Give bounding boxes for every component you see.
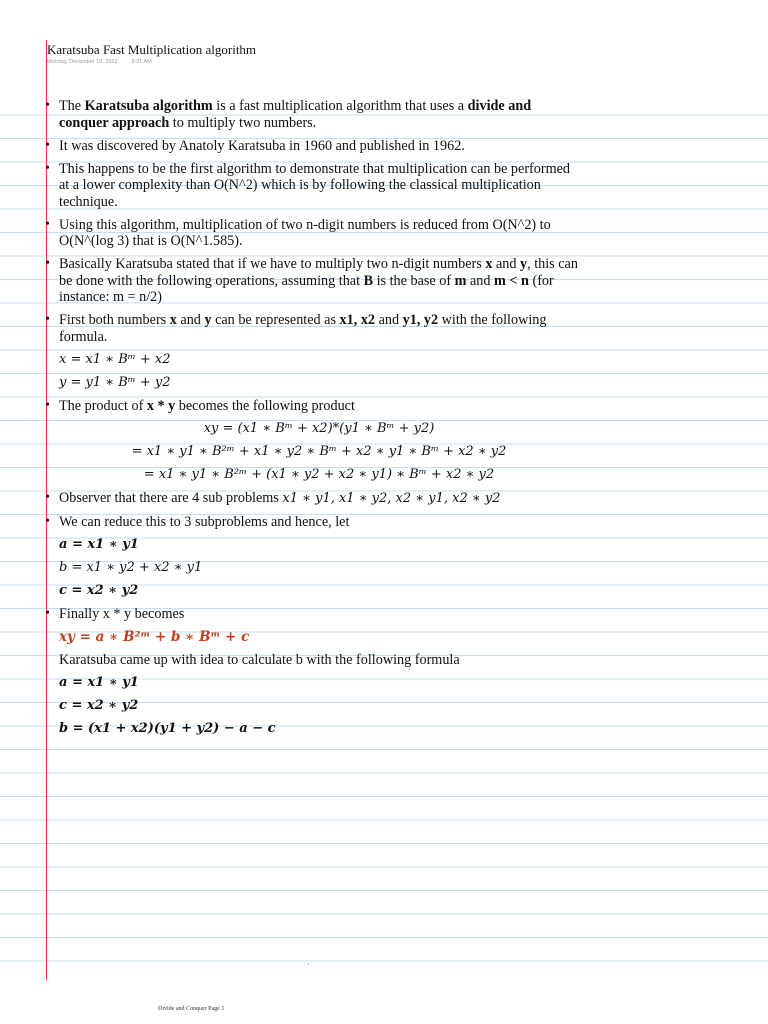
list-item: • The product of x * y becomes the following product — [59, 398, 579, 415]
stray-mark: · — [307, 960, 310, 969]
list-item: • Finally x * y becomes — [59, 606, 579, 623]
equation-c-2: c = x2 ∗ y2 — [59, 697, 139, 713]
equation-a: a = x1 ∗ y1 — [59, 536, 139, 552]
equation-final: xy = a ∗ B²ᵐ + b ∗ Bᵐ + c — [59, 628, 250, 645]
equation-xy-3: = x1 ∗ y1 ∗ B²ᵐ + (x1 ∗ y2 + x2 ∗ y1) ∗ Bᵐ + x2 ∗ y2 — [143, 466, 495, 482]
page-date — [47, 59, 152, 65]
list-item: • It was discovered by Anatoly Karatsuba in 1960 and published in 1962. — [59, 138, 579, 155]
equation-b-2: b = (x1 + x2)(y1 + y2) − a − c — [59, 720, 276, 736]
page-footer: Divide and Conquer Page 1 — [158, 1006, 225, 1012]
time-text: 8:31 AM — [131, 59, 152, 65]
list-item: • Basically Karatsuba stated that if we have to multiply two n-digit numbers x and y, this can be done with the following operations, assuming that B is the base of m and m < n (for instance: m = n/2) — [59, 256, 579, 306]
list-item: • The Karatsuba algorithm is a fast multiplication algorithm that uses a divide and conquer approach to multiply two numbers. — [59, 98, 579, 131]
equation-c: c = x2 ∗ y2 — [59, 582, 139, 598]
equation-x: x = x1 ∗ Bᵐ + x2 — [59, 351, 171, 367]
date-text: Monday, December 19, 2022 — [47, 59, 118, 65]
list-item: • Using this algorithm, multiplication of two n-digit numbers is reduced from O(N^2) to O(N^(log 3) that is O(N^1.585). — [59, 217, 579, 250]
list-item: • First both numbers x and y can be represented as x1, x2 and y1, y2 with the following formula. — [59, 312, 579, 345]
list-item: • This happens to be the first algorithm to demonstrate that multiplication can be performed at a lower complexity than O(N^2) which is by following the classical multiplication technique. — [59, 161, 579, 211]
margin-line — [46, 40, 47, 980]
equation-b: b = x1 ∗ y2 + x2 ∗ y1 — [59, 559, 203, 575]
equation-xy-2: = x1 ∗ y1 ∗ B²ᵐ + x1 ∗ y2 ∗ Bᵐ + x2 ∗ y1 ∗ Bᵐ + x2 ∗ y2 — [131, 443, 507, 459]
equation-xy-1: xy = (x1 ∗ Bᵐ + x2)*(y1 ∗ Bᵐ + y2) — [203, 420, 435, 436]
equation-y: y = y1 ∗ Bᵐ + y2 — [59, 374, 171, 390]
equation-a-2: a = x1 ∗ y1 — [59, 674, 139, 690]
note-content — [59, 98, 579, 744]
list-item: • Observer that there are 4 sub problems x1 ∗ y1, x1 ∗ y2, x2 ∗ y1, x2 ∗ y2 — [59, 490, 579, 508]
page-title: Karatsuba Fast Multiplication algorithm — [47, 42, 257, 57]
list-item: • We can reduce this to 3 subproblems and hence, let — [59, 514, 579, 531]
note-text: Karatsuba came up with idea to calculate b with the following formula — [59, 651, 460, 668]
